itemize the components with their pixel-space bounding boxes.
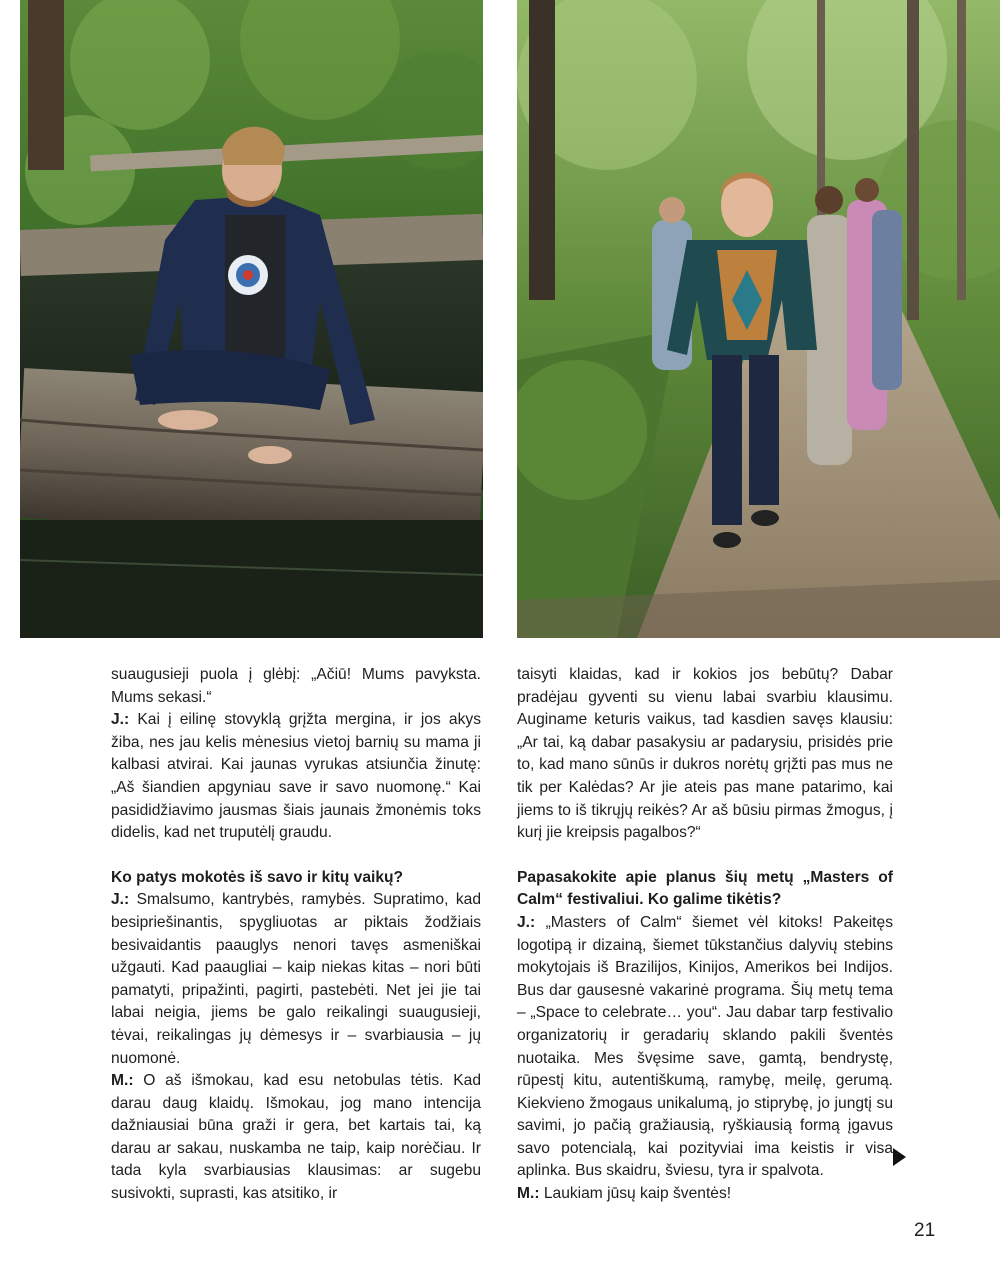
triangle-right-icon[interactable] xyxy=(893,1148,906,1166)
paragraph: taisyti klaidas, kad ir kokios jos bebūtų? Dabar pradėjau gyventi su vienu labai svarbiu klausimu. Auginame keturis vaikus, tad kasdien savęs klausiu: „Ar tai, ką dabar pasakysiu ar padarysiu, prisidės prie to, kad mano sūnūs ir dukros norėtų grįžti pas mus ne tik per Kalėdas? Ar jie ateis pas mane patarimo, kai jiems to iš tikrųjų reikės? Ar aš būsiu pirmas žmogus, į kurį jie kreipsis pagalbos?“ xyxy=(517,666,893,842)
paragraph-text: O aš išmokau, kad esu netobulas tėtis. Kad darau daug klaidų. Išmokau, jog mano intencija dažniausiai būna graži ir gera, bet kartais tai, ką darau ar sakau, nuskamba ne taip, kaip norėčiau. Ir tada kyla svarbiausias klausimas: ar sugebu susivokti, suprasti, kas atsitiko, ir xyxy=(111,1072,481,1203)
interview-question: Ko patys mokotės iš savo ir kitų vaikų? xyxy=(111,868,404,886)
speaker-label: J.: xyxy=(111,891,130,909)
photo-group-walking-illustration xyxy=(517,0,1000,638)
article-column-left xyxy=(111,664,481,1206)
paragraph-text: Laukiam jūsų kaip šventės! xyxy=(539,1185,732,1203)
paragraph xyxy=(517,912,893,1183)
speaker-label: M.: xyxy=(517,1185,540,1203)
speaker-label: M.: xyxy=(111,1072,134,1090)
paragraph xyxy=(111,709,481,845)
page-number: 21 xyxy=(914,1220,936,1241)
speaker-label: J.: xyxy=(517,913,536,931)
speaker-label: J.: xyxy=(111,711,130,729)
paragraph: suaugusieji puola į glėbį: „Ačiū! Mums pavyksta. Mums sekasi.“ xyxy=(111,666,481,706)
paragraph xyxy=(111,889,481,1070)
interview-question: Papasakokite apie planus šių metų „Masters of Calm“ festivaliui. Ko galime tikėtis? xyxy=(517,868,893,909)
paragraph-text: „Masters of Calm“ šiemet vėl kitoks! Pakeitęs logotipą ir dizainą, šiemet tūkstančius dalyvių stebins mokytojais iš Brazilijos, Kinijos, Amerikos bei Indijos. Bus dar gausesnė vakarinė programa. Šių metų tema – „Space to celebrate… you“. Jau dabar tarp festivalio organizatorių ir geradarių sklando pakili šventės nuotaika. Mes švęsime save, gamtą, bendrystę, rūpestį kitu, autentiškumą, ramybę, meilę, gerumą. Kiekvieno žmogaus unikalumą, jo stiprybę, jo jungtį su savimi, jo pačią gražiausią, ryškiausią formą įgavus savo potencialą, kai pozityviai ima keistis ir visa aplinka. Bus skaidru, šviesu, tyra ir spalvota. xyxy=(517,913,893,1180)
paragraph-text: Kai į eilinę stovyklą grįžta mergina, ir jos akys žiba, nes jau kelis mėnesius vietoj barnių su mama ji kalbasi atvirai. Kai jaunas vyrukas atsiunčia žinutę: „Aš šiandien apgyniau save ir savo nuomonę.“ Kai pasididžiavimo jausmas šiais jaunais žmonėmis toks didelis, kad net truputėlį graudu. xyxy=(111,711,481,842)
paragraph xyxy=(517,1183,893,1206)
photo-group-walking xyxy=(517,0,1000,638)
photo-man-on-log-illustration xyxy=(20,0,483,638)
article-column-right xyxy=(517,664,893,1206)
photo-man-on-log xyxy=(20,0,483,638)
paragraph xyxy=(111,1070,481,1206)
paragraph-text: Smalsumo, kantrybės, ramybės. Supratimo, kad besipriešinantis, spygliuotas ar piktais žodžiais besivaidantis paauglys nenori tavęs asmeniškai užgauti. Kad paaugliai – kaip niekas kitas – nori būti pamatyti, pripažinti, pagirti, pastebėti. Net jei jie tai labai neigia, jiems be galo reikalingi suaugusieji, tėvai, reikalingas jų dėmesys ir – svarbiausia – jų nuomonė. xyxy=(111,891,481,1067)
